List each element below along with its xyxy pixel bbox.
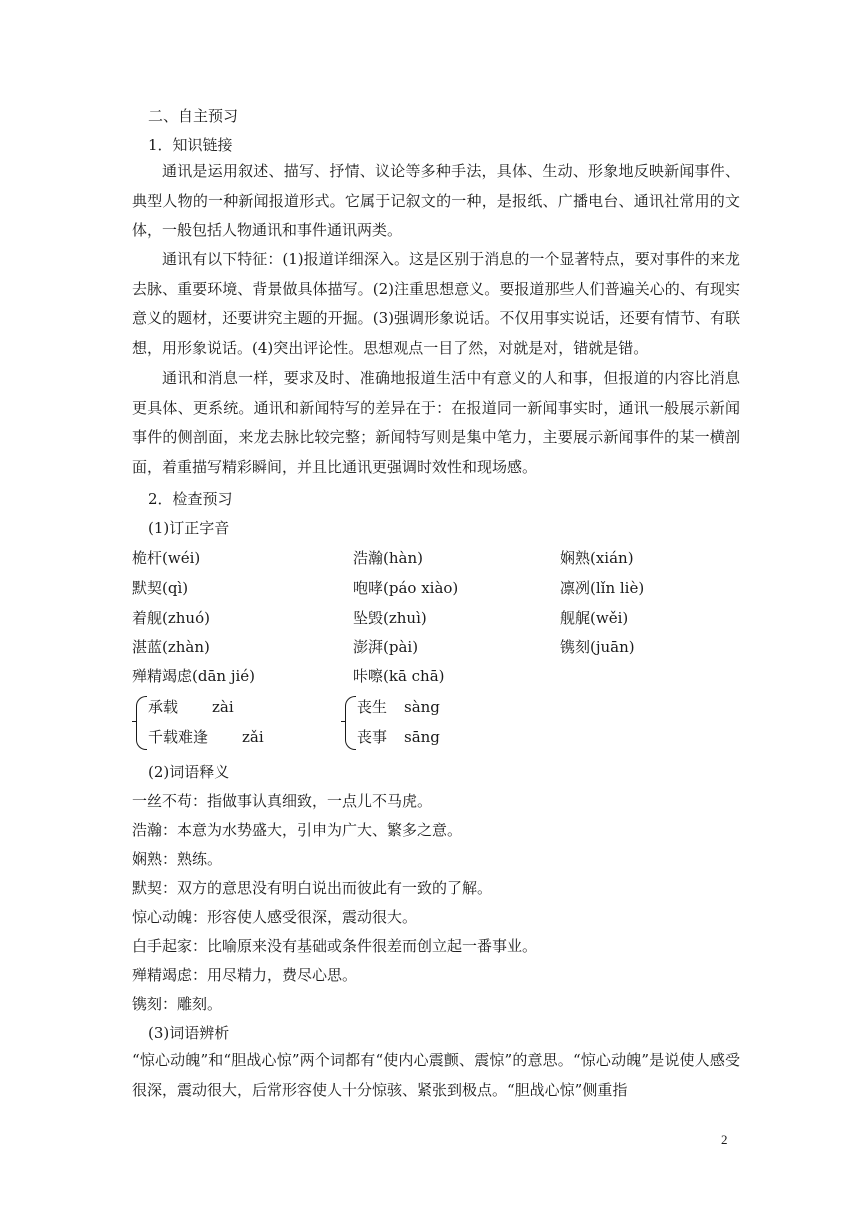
- part-definitions-title: (2)词语释义: [148, 763, 230, 781]
- definition-item: 一丝不苟：指做事认真细致，一点儿不马虎。: [132, 792, 433, 810]
- paragraph-features: 通讯有以下特征：(1)报道详细深入。这是区别于消息的一个显著特点，要对事件的来龙去脉、重要环境、背景做具体描写。(2)注重思想意义。要报道那些人们普遍关心的、有现实意义的题材，还要讲究主题的开掘。(3)强调形象说话。不仅用事实说话，还要有情节、有联想，用形象说话。(4)突出评论性。思想观点一目了然，对就是对，错就是错。: [132, 250, 740, 357]
- definition-item: 白手起家：比喻原来没有基础或条件很差而创立起一番事业。: [132, 937, 538, 955]
- polyphone-word: 千载难逢: [148, 728, 209, 746]
- subsection-knowledge-link: 1．知识链接: [148, 136, 233, 154]
- pronunciation-item: 默契(qì): [132, 579, 189, 597]
- polyphone-pinyin: sāng: [404, 728, 440, 746]
- pronunciation-item: 咆哮(páo xiào): [353, 579, 459, 597]
- definition-item: 殚精竭虑：用尽精力，费尽心思。: [132, 966, 358, 984]
- pronunciation-item: 镌刻(juān): [560, 638, 635, 656]
- part-analysis-title: (3)词语辨析: [148, 1024, 230, 1042]
- pronunciation-item: 咔嚓(kā chā): [353, 667, 445, 685]
- subsection-check-preview: 2．检查预习: [148, 490, 233, 508]
- paragraph-definition: 通讯是运用叙述、描写、抒情、议论等多种手法，具体、生动、形象地反映新闻事件、典型人物的一种新闻报道形式。它属于记叙文的一种，是报纸、广播电台、通讯社常用的文体，一般包括人物通讯和事件通讯两类。: [132, 162, 740, 239]
- section-title: 二、自主预习: [148, 107, 239, 125]
- definition-item: 惊心动魄：形容使人感受很深，震动很大。: [132, 908, 418, 926]
- polyphone-word: 丧事: [357, 728, 388, 746]
- pronunciation-item: 湛蓝(zhàn): [132, 638, 210, 656]
- polyphone-brace: [136, 696, 147, 750]
- polyphone-word: 丧生: [357, 698, 388, 716]
- polyphone-word: 承载: [148, 698, 179, 716]
- polyphone-pinyin: sàng: [404, 698, 440, 716]
- part-pronunciation-title: (1)订正字音: [148, 519, 230, 537]
- definition-item: 默契：双方的意思没有明白说出而彼此有一致的了解。: [132, 879, 493, 897]
- pronunciation-item: 凛冽(lǐn liè): [560, 579, 645, 597]
- definition-item: 浩瀚：本意为水势盛大，引申为广大、繁多之意。: [132, 821, 463, 839]
- polyphone-brace: [345, 696, 356, 750]
- definition-item: 娴熟：熟练。: [132, 850, 223, 868]
- polyphone-pinyin: zǎi: [242, 728, 264, 746]
- pronunciation-item: 舰艉(wěi): [560, 609, 629, 627]
- pronunciation-item: 坠毁(zhuì): [353, 609, 427, 627]
- definition-item: 镌刻：雕刻。: [132, 995, 223, 1013]
- paragraph-comparison: 通讯和消息一样，要求及时、准确地报道生活中有意义的人和事，但报道的内容比消息更具体、更系统。通讯和新闻特写的差异在于：在报道同一新闻事实时，通讯一般展示新闻事件的侧剖面，来龙去脉比较完整；新闻特写则是集中笔力，主要展示新闻事件的某一横剖面，着重描写精彩瞬间，并且比通讯更强调时效性和现场感。: [132, 369, 740, 476]
- pronunciation-item: 殚精竭虑(dān jié): [132, 667, 256, 685]
- pronunciation-item: 浩瀚(hàn): [353, 549, 423, 567]
- analysis-paragraph: “惊心动魄”和“胆战心惊”两个词都有“使内心震颤、震惊”的意思。“惊心动魄”是说使人感受很深，震动很大，后常形容使人十分惊骇、紧张到极点。“胆战心惊”侧重指: [132, 1051, 740, 1099]
- pronunciation-item: 娴熟(xián): [560, 549, 634, 567]
- pronunciation-item: 着舰(zhuó): [132, 609, 210, 627]
- pronunciation-item: 澎湃(pài): [353, 638, 419, 656]
- page-number: 2: [721, 1132, 728, 1147]
- pronunciation-item: 桅杆(wéi): [132, 549, 201, 567]
- polyphone-pinyin: zài: [212, 698, 234, 716]
